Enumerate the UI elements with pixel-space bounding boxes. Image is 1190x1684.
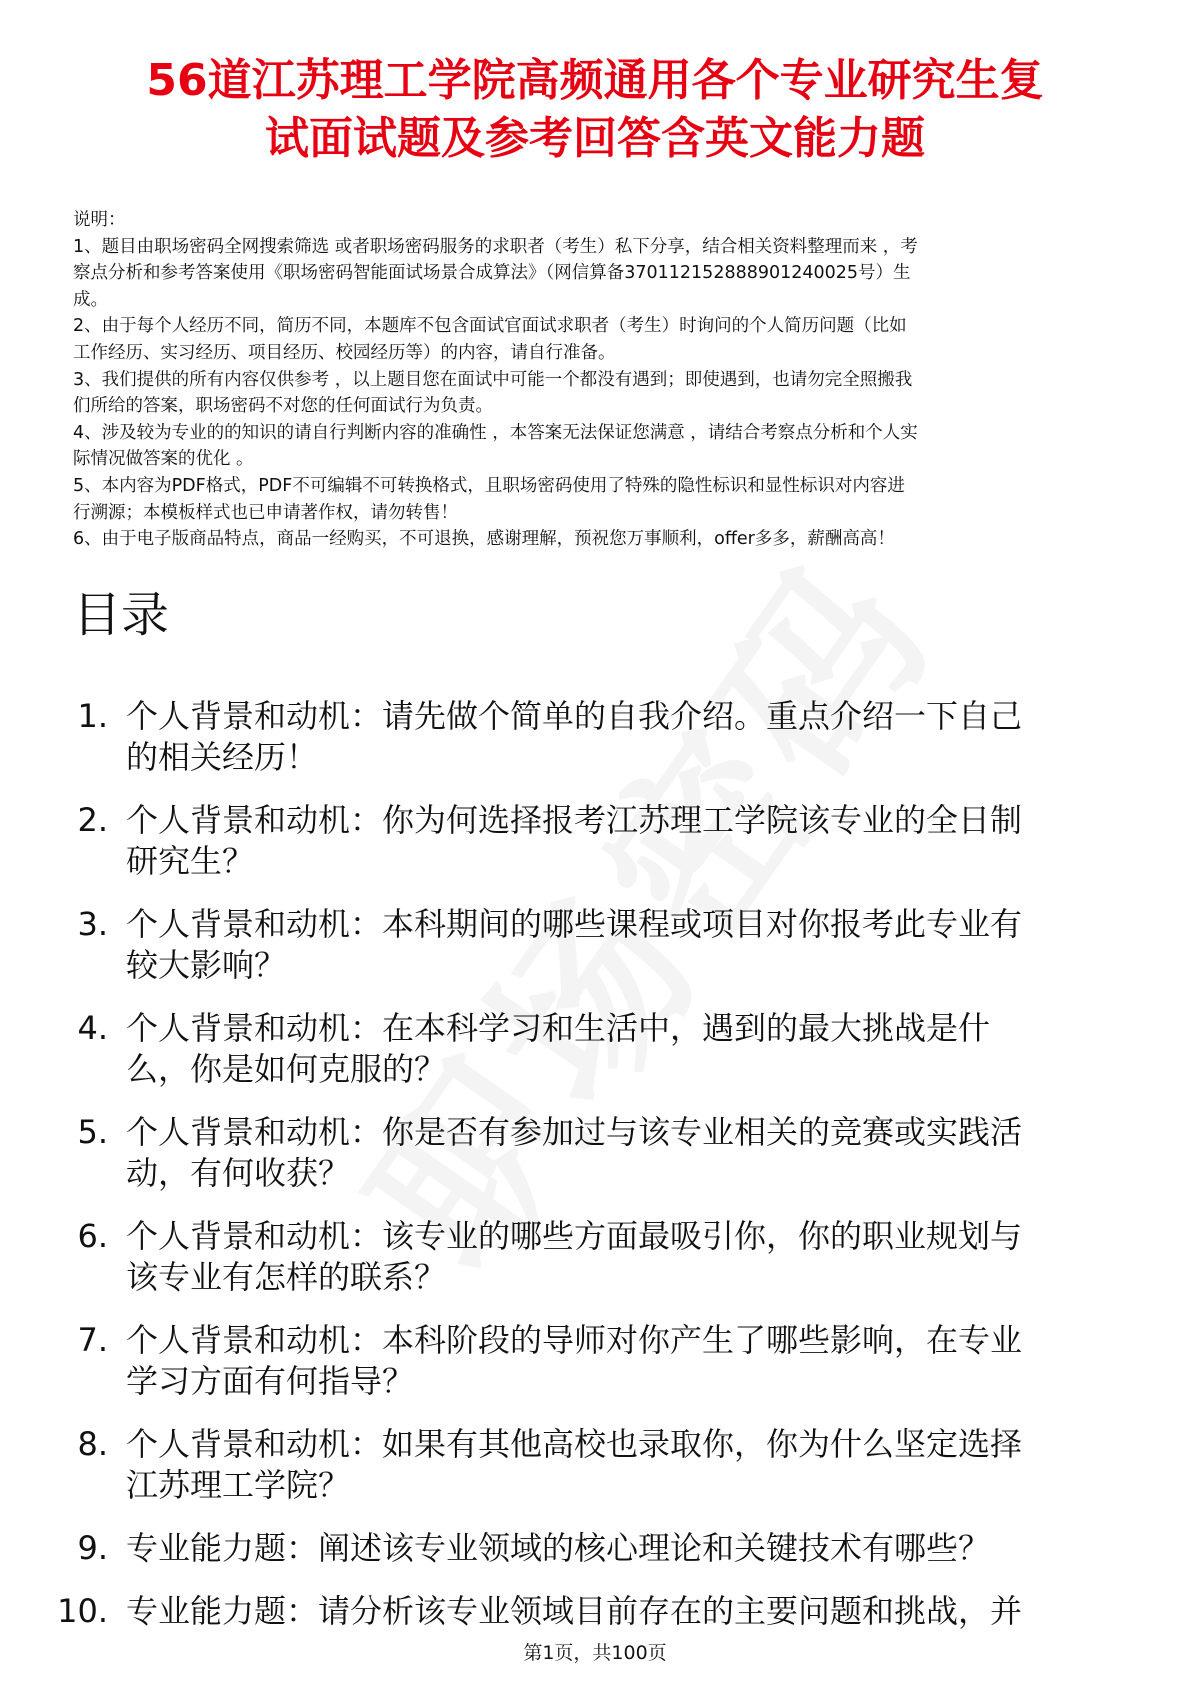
note-line: 成。 — [73, 289, 108, 310]
toc-item-text-line2: 么，你是如何克服的？ — [126, 1050, 447, 1088]
note-line: 5、本内容为PDF格式，PDF不可编辑不可转换格式，且职场密码使用了特殊的隐性标识和显性标识对内容进 — [73, 475, 905, 496]
toc-item-number: 2. — [77, 801, 108, 839]
toc-item[interactable] — [56, 1112, 1116, 1194]
toc-list — [56, 696, 1116, 1654]
toc-item-text-line1: 个人背景和动机：本科期间的哪些课程或项目对你报考此专业有 — [126, 905, 1023, 943]
toc-item[interactable] — [56, 1008, 1116, 1090]
toc-item-text-line1: 个人背景和动机：你为何选择报考江苏理工学院该专业的全日制 — [126, 801, 1023, 839]
note-line: 3、我们提供的所有内容仅供参考 ，以上题目您在面试中可能一个都没有遇到；即使遇到，也请勿完全照搬我 — [73, 369, 913, 390]
note-line: 工作经历、实习经历、项目经历、校园经历等）的内容，请自行准备。 — [73, 342, 616, 363]
notes-section — [73, 207, 1133, 553]
toc-item-text-line1: 个人背景和动机：你是否有参加过与该专业相关的竞赛或实践活 — [126, 1113, 1023, 1151]
toc-item[interactable] — [56, 1528, 1116, 1569]
toc-item-number: 8. — [77, 1425, 108, 1463]
note-line: 1、题目由职场密码全网搜索筛选 或者职场密码服务的求职者（考生）私下分享，结合相关资料整理而来 ，考 — [73, 236, 918, 257]
toc-item[interactable] — [56, 1424, 1116, 1506]
toc-heading: 目录 — [73, 587, 170, 643]
note-line: 们所给的答案，职场密码不对您的任何面试行为负责。 — [73, 396, 493, 417]
toc-item-number: 6. — [77, 1217, 108, 1255]
toc-item[interactable] — [56, 1591, 1116, 1632]
note-line: 2、由于每个人经历不同，简历不同，本题库不包含面试官面试求职者（考生）时询问的个人简历问题（比如 — [73, 316, 907, 337]
toc-item-text-line2: 的相关经历！ — [126, 738, 319, 776]
note-line: 4、涉及较为专业的的知识的请自行判断内容的准确性 ，本答案无法保证您满意 ，请结合考察点分析和个人实 — [73, 422, 918, 443]
toc-item-text-line1: 个人背景和动机：如果有其他高校也录取你，你为什么坚定选择 — [126, 1425, 1023, 1463]
title-line-1: 56道江苏理工学院高频通用各个专业研究生复 — [146, 55, 1044, 106]
toc-item-number: 10. — [57, 1592, 108, 1630]
title-line-2: 试面试题及参考回答含英文能力题 — [265, 113, 925, 164]
toc-item-text-line2: 较大影响？ — [126, 946, 287, 984]
note-line: 际情况做答案的优化 。 — [73, 449, 254, 470]
toc-item-text-line1: 个人背景和动机：本科阶段的导师对你产生了哪些影响，在专业 — [126, 1321, 1023, 1359]
toc-item-text-line2: 江苏理工学院？ — [126, 1466, 351, 1504]
toc-item-text-line2: 动，有何收获？ — [126, 1154, 351, 1192]
toc-item-number: 3. — [77, 905, 108, 943]
toc-item-text-line2: 该专业有怎样的联系？ — [126, 1258, 447, 1296]
toc-item[interactable] — [56, 1320, 1116, 1402]
page-title — [40, 52, 1150, 168]
toc-item-text-line1: 个人背景和动机：该专业的哪些方面最吸引你，你的职业规划与 — [126, 1217, 1023, 1255]
toc-item-text-line2: 研究生？ — [126, 842, 255, 880]
toc-item-number: 1. — [77, 697, 108, 735]
toc-item-number: 7. — [77, 1321, 108, 1359]
toc-item-text-line1: 个人背景和动机：在本科学习和生活中，遇到的最大挑战是什 — [126, 1009, 991, 1047]
toc-item[interactable] — [56, 800, 1116, 882]
toc-item-text-line2: 学习方面有何指导？ — [126, 1362, 415, 1400]
note-line: 6、由于电子版商品特点，商品一经购买，不可退换，感谢理解，预祝您万事顺利，offer多多，薪酬高高！ — [73, 529, 895, 550]
toc-item-number: 5. — [77, 1113, 108, 1151]
toc-item[interactable] — [56, 904, 1116, 986]
toc-item-number: 9. — [77, 1529, 108, 1567]
toc-item-number: 4. — [77, 1009, 108, 1047]
toc-item-text-line1: 个人背景和动机：请先做个简单的自我介绍。重点介绍一下自己 — [126, 697, 1023, 735]
note-line: 察点分析和参考答案使用《职场密码智能面试场景合成算法》（网信算备370112152888901240025号）生 — [73, 263, 911, 284]
page-footer: 第1页，共100页 — [523, 1642, 667, 1664]
toc-item-text-line1: 专业能力题：请分析该专业领域目前存在的主要问题和挑战，并 — [126, 1592, 1023, 1630]
toc-item-text-line1: 专业能力题：阐述该专业领域的核心理论和关键技术有哪些？ — [126, 1529, 991, 1567]
toc-item[interactable] — [56, 696, 1116, 778]
note-line: 说明： — [73, 210, 126, 230]
note-line: 行溯源；本模板样式也已申请著作权，请勿转售！ — [73, 502, 458, 523]
toc-item[interactable] — [56, 1216, 1116, 1298]
